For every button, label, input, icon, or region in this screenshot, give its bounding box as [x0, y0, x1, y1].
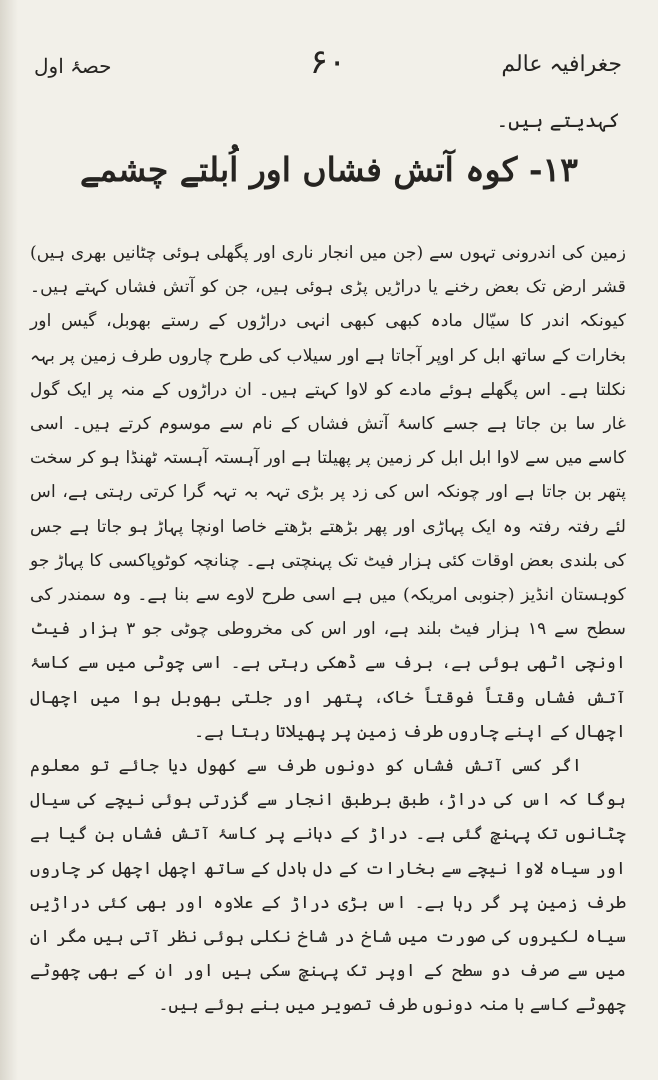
section-title: ۱۳- کوہ آتش فشاں اور اُبلتے چشمے	[80, 150, 578, 189]
body-text	[30, 236, 626, 1023]
carry-over-line: کہدیتے ہیں۔	[496, 108, 620, 132]
running-header	[34, 42, 622, 90]
paragraph: اگر کسی آتش فشاں کو دونوں طرف سے کھول دیا جائے تو معلوم ہوگا کہ اس کی دراڑ، طبق برطبق انجار سے گزرتی ہوئی نیچے کی سیال چٹانوں تک پہنچ گئی ہے۔ دراڑ کے دہانے پر کاسۂ آتش فشاں بن گیا ہے اور سیاہ لاوا نیچے سے بخارات کے دل بادل کے ساتھ اچھل اچھل کر چاروں طرف زمین پر گر رہا ہے۔ اس بڑی دراڑ کے علاوہ اور بھی کئی دراڑیں سیاہ لکیروں کی صورت میں شاخ در شاخ نکلی ہوئی نظر آتی ہیں مگر ان میں سے صرف دو سطح کے اوپر تک پہنچ سکی ہیں اور ان کے بھی چھوٹے چھوٹے کاسے با منہ دونوں طرف تصویر میں بنے ہوئے ہیں۔	[30, 756, 626, 1016]
paragraph: زمین کی اندرونی تہوں سے (جن میں انجار ناری اور پگھلی ہوئی چٹانیں بھری ہیں) قشر ارض تک بعض رخنے یا دراڑیں پڑی ہوئی ہیں، جن کو آتش فشاں کہتے ہیں۔ کیونکہ اندر کا سیّال مادہ کبھی کبھی انہی دراڑوں کے رستے بھوبل، گیس اور بخارات کے ساتھ ابل کر اوپر آجاتا ہے اور سیلاب کی طرح چاروں طرف زمین پر بہہ نکلتا ہے۔ اس پگھلے ہوئے مادے کو لاوا کہتے ہیں۔ ان دراڑوں کے منہ پر ایک گول غار سا بن جاتا ہے جسے کاسۂ آتش فشاں کے نام سے موسوم کرتے ہیں۔ اسی کاسے میں سے لاوا ابل ابل کر زمین پر پھیلتا ہے اور آہستہ آہستہ ٹھنڈا ہو کر سخت پتھر بن جاتا ہے اور چونکہ اس کی زد پر بڑی تہہ بہ تہہ گرا کرتی رہتی ہے، اس لئے رفتہ رفتہ وہ ایک پہاڑی اور پھر بڑھتے بڑھتے خاصا اونچا پہاڑ ہو جاتا ہے جس کی بلندی بعض اوقات کئی ہزار فیٹ تک پہنچتی ہے۔ چنانچہ کوٹوپاکسی کا پہاڑ جو کوہستان انڈیز (جنوبی امریکہ) میں ہے اسی طرح لاوے سے بنا ہے۔ وہ سمندر کی سطح سے ۱۹ ہزار فیٹ بلند ہے، اور اس کی مخروطی چوٹی جو ۳ ہزار فیٹ اونچی اٹھی ہوئی ہے، برف سے ڈھکی رہتی ہے۔ اسی چوٹی میں سے کاسۂ آتش فشاں وقتاً فوقتاً خاک، پتھر اور جلتی بھوبل ہوا میں اچھال اچھال کے اپنے چاروں طرف زمین پر پھیلاتا رہتا ہے۔	[30, 243, 626, 742]
page-gutter-shadow	[0, 0, 18, 1080]
header-book-title: جغرافیہ عالم	[501, 52, 622, 77]
page-number: ۶۰	[309, 42, 347, 82]
header-part-label: حصۂ اول	[34, 54, 112, 78]
